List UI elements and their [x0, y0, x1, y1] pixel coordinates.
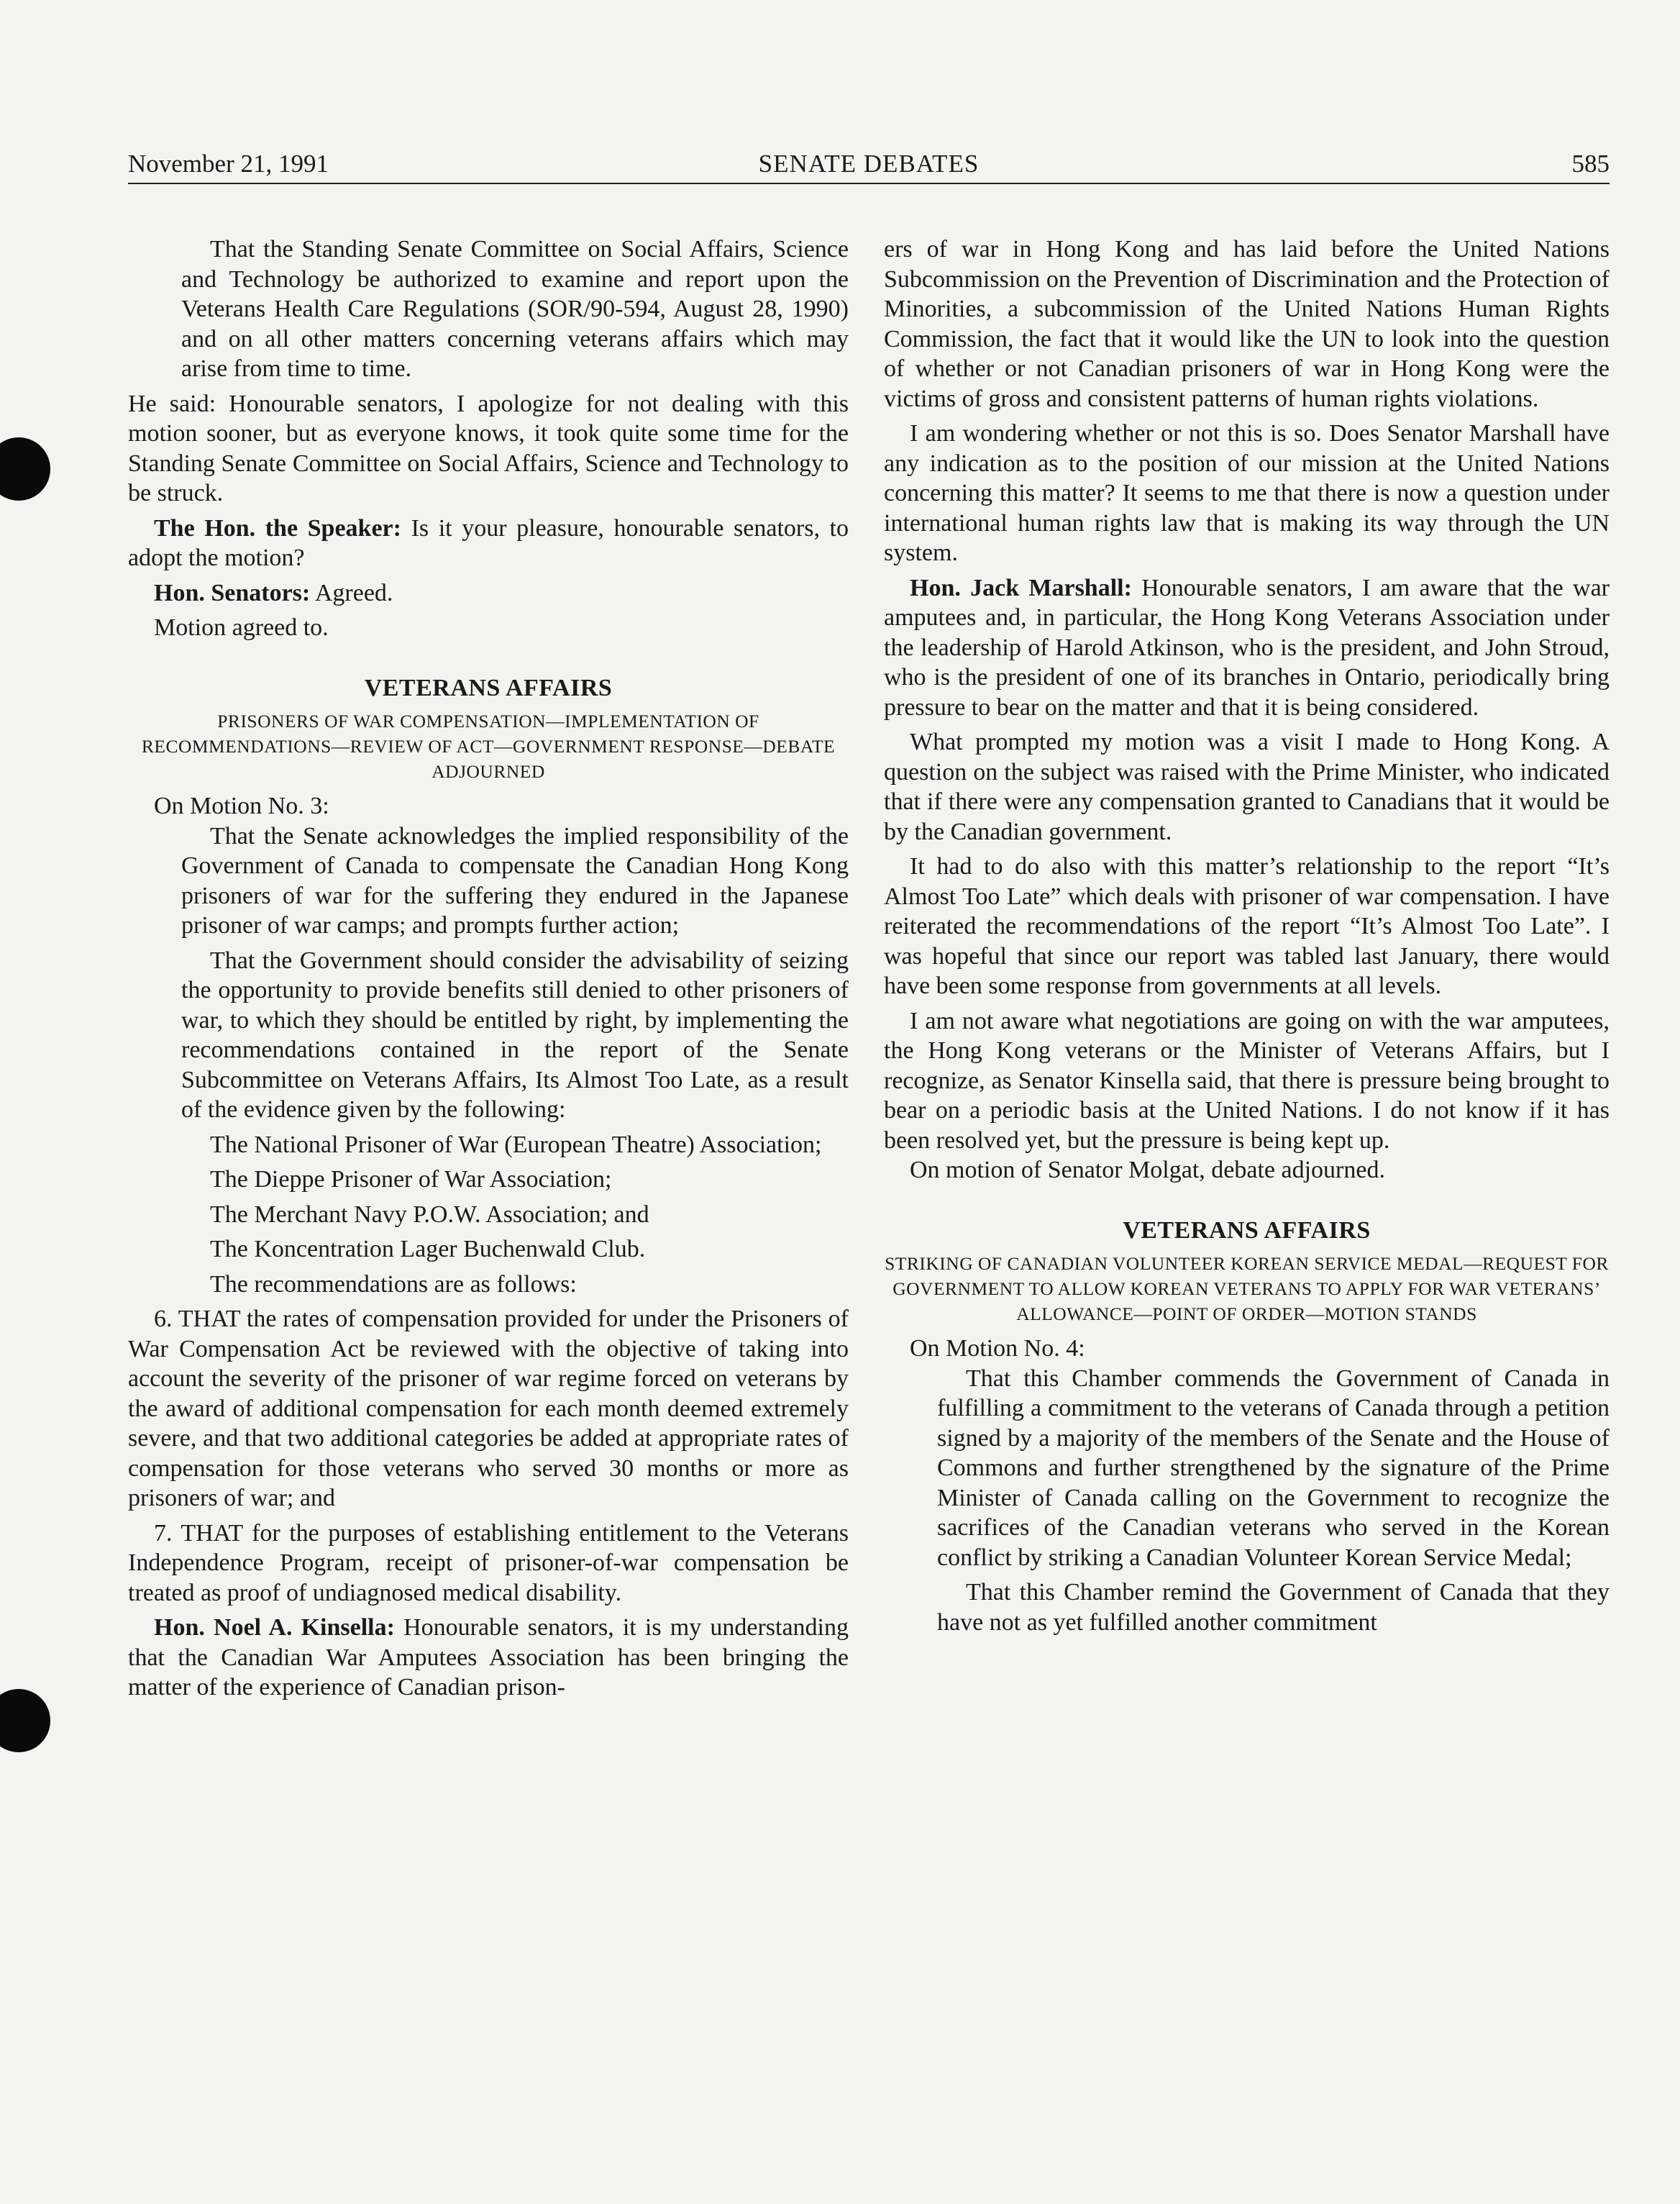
- senators-paragraph: [128, 578, 849, 609]
- speech-paragraph: I am wondering whether or not this is so. Does Senator Marshall have any indication as to the position of our mission at the United Nations concerning this matter? It seems to me that there is now a question under international human rights law that is making its way through the UN system.: [884, 420, 1610, 566]
- motion-clause: That this Chamber remind the Government of Canada that they have not as yet fulfilled another commitment: [937, 1579, 1610, 1636]
- motion-clause: That the Senate acknowledges the implied responsibility of the Government of Canada to compensate the Canadian Hong Kong prisoners of war for the suffering they endured in the Japanese prisoner of war camps; and prompts further action;: [181, 822, 849, 939]
- recommendation-7: 7. THAT for the purposes of establishing entitlement to the Veterans Independence Program, receipt of prisoner-of-war compensation be treated as proof of undiagnosed medical disability.: [128, 1519, 849, 1606]
- speech-paragraph: He said: Honourable senators, I apologize for not dealing with this motion sooner, but as everyone knows, it took quite some time for the Standing Senate Committee on Social Affairs, Science and Technology to be struck.: [128, 390, 849, 506]
- association-item: The Koncentration Lager Buchenwald Club.: [210, 1236, 646, 1262]
- speaker-name: Hon. Senators:: [154, 579, 311, 606]
- speech-paragraph: What prompted my motion was a visit I made to Hong Kong. A question on the subject was raised with the Prime Minister, who indicated that if there were any compensation granted to Canadians that it would be by the Canadian government.: [884, 729, 1610, 845]
- section-heading: VETERANS AFFAIRS: [364, 674, 613, 701]
- speech-text: Is it your pleasure, honourable senators, to adopt the motion?: [128, 514, 849, 571]
- right-column: [884, 234, 1610, 1637]
- motion-number: On Motion No. 3:: [154, 793, 329, 819]
- section-subheading: STRIKING OF CANADIAN VOLUNTEER KOREAN SERVICE MEDAL—REQUEST FOR GOVERNMENT TO ALLOW KOREAN VETERANS TO APPLY FOR WAR VETERANS’ ALLOWANCE—POINT OF ORDER—MOTION STANDS: [885, 1253, 1609, 1324]
- section-heading: VETERANS AFFAIRS: [1123, 1216, 1371, 1244]
- speech-text: Agreed.: [310, 579, 393, 606]
- recommendation-6: 6. THAT the rates of compensation provided for under the Prisoners of War Compensation Act be reviewed with the objective of taking into account the severity of the prisoner of war regime forced on veterans by the award of additional compensation for each month deemed extremely severe, and that two additional categories be added at appropriate rates of compensation for those veterans who served 30 months or more as prisoners of war; and: [128, 1306, 849, 1511]
- speaker-paragraph: [128, 1613, 849, 1703]
- speaker-name: Hon. Noel A. Kinsella:: [154, 1614, 395, 1641]
- header-page-number: 585: [1571, 150, 1610, 178]
- page-header: [128, 148, 1610, 184]
- section-subheading: PRISONERS OF WAR COMPENSATION—IMPLEMENTATION OF RECOMMENDATIONS—REVIEW OF ACT—GOVERNMENT RESPONSE—DEBATE ADJOURNED: [141, 711, 836, 782]
- speech-paragraph: It had to do also with this matter’s relationship to the report “It’s Almost Too Late” which deals with prisoner of war compensation. I have reiterated the recommendations of the report “It’s Almost Too Late”. I was hopeful that since our report was tabled last January, there would have been some response from governments at all levels.: [884, 853, 1610, 999]
- speaker-name: The Hon. the Speaker:: [154, 514, 401, 542]
- punch-hole-top: [0, 437, 50, 501]
- motion-text-paragraph: That the Standing Senate Committee on Social Affairs, Science and Technology be authorized to examine and report upon the Veterans Health Care Regulations (SOR/90-594, August 28, 1990) and on all other matters concerning veterans affairs which may arise from time to time.: [181, 236, 849, 382]
- motion-result: On motion of Senator Molgat, debate adjourned.: [910, 1157, 1385, 1183]
- association-item: The National Prisoner of War (European Theatre) Association;: [210, 1131, 822, 1158]
- left-column: [128, 234, 849, 1703]
- motion-clause: That this Chamber commends the Government of Canada in fulfilling a commitment to the veterans of Canada through a petition signed by a majority of the members of the Senate and the House of Commons and further strengthened by the signature of the Prime Minister of Canada calling on the Government to recognize the sacrifices of the Canadian veterans who served in the Korean conflict by striking a Canadian Volunteer Korean Service Medal;: [937, 1365, 1610, 1571]
- header-title: SENATE DEBATES: [758, 150, 980, 178]
- speech-text: Honourable senators, I am aware that the war amputees and, in particular, the Hong Kong Veterans Association under the leadership of Harold Atkinson, who is the president, and John Stroud, who is the president of one of its branches in Ontario, periodically bring pressure to bear on the matter and that it is being considered.: [884, 574, 1610, 721]
- speaker-paragraph: [884, 573, 1610, 723]
- header-date: November 21, 1991: [128, 150, 329, 178]
- speech-paragraph: ers of war in Hong Kong and has laid before the United Nations Subcommission on the Prevention of Discrimination and the Protection of Minorities, a subcommission of the United Nations Human Rights Commission, the fact that it would like the UN to look into the question of whether or not Canadian prisoners of war in Hong Kong were the victims of gross and consistent patterns of human rights violations.: [884, 236, 1610, 412]
- motion-clause: That the Government should consider the advisability of seizing the opportunity to provide benefits still denied to other prisoners of war, to which they should be entitled by right, by implementing the recommendations contained in the report of the Senate Subcommittee on Veterans Affairs, Its Almost Too Late, as a result of the evidence given by the following:: [181, 947, 849, 1123]
- speaker-paragraph: [128, 514, 849, 573]
- association-item: The Dieppe Prisoner of War Association;: [210, 1166, 612, 1193]
- speech-paragraph: I am not aware what negotiations are going on with the war amputees, the Hong Kong veterans or the Minister of Veterans Affairs, but I recognize, as Senator Kinsella said, that there is pressure being brought to bear on a periodic basis at the United Nations. I do not know if it has been resolved yet, but the pressure is being kept up.: [884, 1007, 1610, 1154]
- motion-number: On Motion No. 4:: [910, 1335, 1085, 1362]
- association-item: The Merchant Navy P.O.W. Association; and: [210, 1201, 649, 1228]
- speaker-name: Hon. Jack Marshall:: [910, 574, 1132, 601]
- recommendations-intro: The recommendations are as follows:: [210, 1270, 577, 1298]
- motion-result: Motion agreed to.: [154, 614, 329, 641]
- punch-hole-bottom: [0, 1689, 50, 1752]
- speech-text: Honourable senators, it is my understanding that the Canadian War Amputees Association has been bringing the matter of the experience of Canadian prison-: [128, 1614, 849, 1700]
